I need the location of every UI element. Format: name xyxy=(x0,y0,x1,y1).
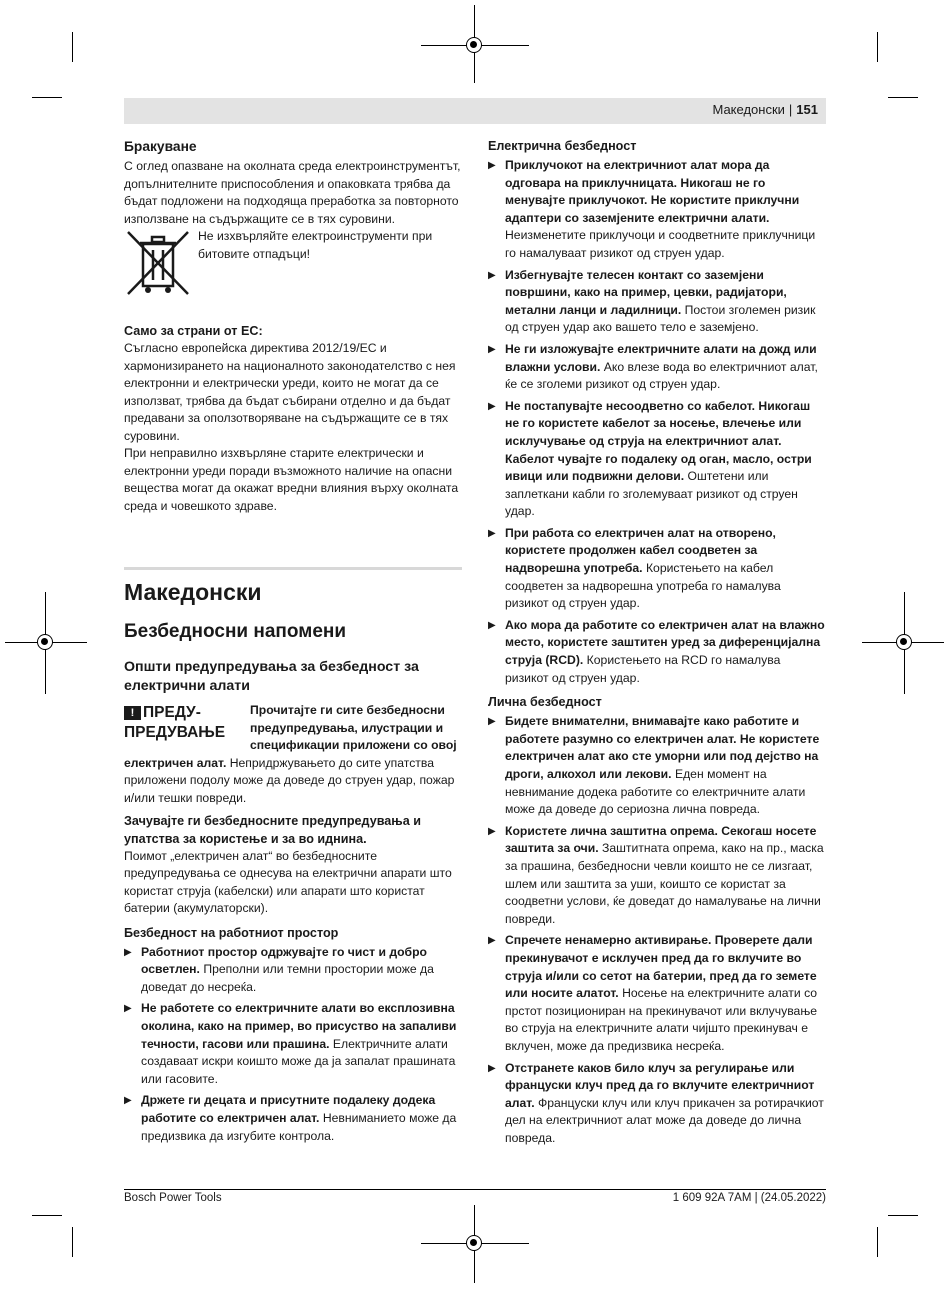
list-item: ▶ Држете ги децата и присутните подалеку додека работите со електричен алат. Невниманието може да предизвика да изгубите контрола. xyxy=(124,1092,462,1145)
section-divider xyxy=(124,567,462,570)
safety-heading: Безбедносни напомени xyxy=(124,621,347,642)
electrical-title: Електрична безбедност xyxy=(488,139,637,153)
warning-label xyxy=(124,703,250,743)
warning-block xyxy=(124,702,462,808)
eu-title: Само за страни от ЕС: xyxy=(124,324,263,338)
list-item: ▶ Не работете со електричните алати во експлозивна околина, како на пример, во присуство на запаливи течности, гасови или прашина. Електричните алати создаваат искри коишто може да ја запалат прашината или гасовите. xyxy=(124,1000,462,1088)
personal-title: Лична безбедност xyxy=(488,695,602,710)
warning-label-line1: ПРЕДУ- xyxy=(143,704,201,721)
crop-mark xyxy=(877,1227,878,1257)
personal-list xyxy=(488,713,826,1147)
footer-rule xyxy=(124,1189,826,1190)
page-number: 151 xyxy=(796,102,818,117)
warning-normal-text: Непридржувањето до сите упатства приложени подолу може да доведе до струен удар, пожар и/или тешки повреди. xyxy=(124,755,455,805)
workplace-list xyxy=(124,944,462,1146)
warning-bold-text: Прочитајте ги сите безбедносни предупредувања, илустрации и спецификации приложени со овој електричен алат. xyxy=(124,703,457,770)
list-item: ▶ Приклучокот на електричниот алат мора да одговара на приклучницата. Никогаш не го менувајте приклучокот. Не користите приклучни адаптери со заземјените електрични алати. Неизменетите приклучоци и соодветните приклучници го намалуваат ризикот од струен удар. xyxy=(488,157,826,263)
eu-text-2: При неправилно изхвърляне старите електрически и електронни уреди поради възможното наличие на опасни вещества могат да окажат вредни влияния върху околната среда и човешкото здраве. xyxy=(124,446,459,513)
bin-text: Не изхвърляйте електроинструменти при битовите отпадъци! xyxy=(198,229,433,261)
crop-mark xyxy=(32,97,62,98)
header-text: Македонски | 151 xyxy=(712,102,818,117)
eu-text-1: Съгласно европейска директива 2012/19/ЕС и хармонизирането на националното законодателство с нея електронни и електрически уреди, които не могат да се използват, трябва да бъдат събирани отделно и да бъдат предавани за оползотворяване на съдържащите се в тях суровини. xyxy=(124,341,456,443)
list-item: ▶ Избегнувајте телесен контакт со заземјени површини, како на пример, цевки, радијатори, метални ланци и ладилници. Постои зголемен ризик од струен удар ако вашето тело е заземјено. xyxy=(488,267,826,337)
warning-label-line2: ПРЕДУВАЊЕ xyxy=(124,724,226,741)
warning-triangle-icon: ! xyxy=(124,706,141,720)
right-column xyxy=(488,137,826,1151)
workplace-title: Безбедност на работниот простор xyxy=(124,925,339,940)
footer-doc-id: 1 609 92A 7AM | (24.05.2022) xyxy=(672,1192,826,1204)
list-item: ▶ Работниот простор одржувајте го чист и добро осветлен. Преполни или темни простории може да доведат до несреќа. xyxy=(124,944,462,997)
list-item: ▶ Отстранете каков било клуч за регулирање или француски клуч пред да го вклучите електричниот алат. Француски клуч или клуч прикачен за ротирачкиот дел на електричниот алат може да доведе до лична повреда. xyxy=(488,1060,826,1148)
list-item: ▶ Не ги изложувајте електричните алати на дожд или влажни услови. Ако влезе вода во електричниот алат, ќе се зголеми ризикот од струен удар. xyxy=(488,341,826,394)
registration-mark-icon xyxy=(37,634,53,650)
general-warnings-heading: Општи предупредувања за безбедност за електрични алати xyxy=(124,659,419,694)
left-column xyxy=(124,137,462,1149)
disposal-text: С оглед опазване на околната среда електроинструментът, допълнителните приспособления и опаковката трябва да бъдат подложени на подходяща преработка за повторното използване на съдържащите се в тях суровини. xyxy=(124,159,461,226)
registration-mark-icon xyxy=(466,37,482,53)
page-header xyxy=(124,98,826,124)
bin-notice xyxy=(124,228,462,298)
language-heading: Македонски xyxy=(124,579,262,605)
crossed-out-bin-icon xyxy=(124,228,192,298)
list-item: ▶ Спречете ненамерно активирање. Проверете дали прекинувачот е исклучен пред да го вклучите во струја и/или со сетот на батерии, пред да го земете или носите алатот. Носење на електричните алати со прстот позициониран на прекинувачот или вклучување во струја на електричните алати чијшто прекинувач е вклучен, може да предизвика несреќа. xyxy=(488,932,826,1055)
electrical-list xyxy=(488,157,826,687)
registration-mark-icon xyxy=(896,634,912,650)
crop-mark xyxy=(72,32,73,62)
disposal-title: Бракуване xyxy=(124,139,197,154)
registration-mark-icon xyxy=(466,1235,482,1251)
crop-mark xyxy=(72,1227,73,1257)
crop-mark xyxy=(877,32,878,62)
list-item: ▶ При работа со електричен алат на отворено, користете продолжен кабел соодветен за надворешна употреба. Користењето на кабел соодветен за надворешна употреба го намалува ризикот од струен удар. xyxy=(488,525,826,613)
crop-mark xyxy=(32,1215,62,1216)
keep-instructions: Зачувајте ги безбедносните предупредувања и упатства за користење и за во иднина. xyxy=(124,813,421,846)
header-language: Македонски xyxy=(712,102,785,117)
list-item: ▶ Користете лична заштитна опрема. Секогаш носете заштита за очи. Заштитната опрема, како на пр., маска за прашина, безбедносни чевли коишто не се лизгаат, шлем или заштита за уши, коишто се користат за соодветни услови, ќе доведат до намалување на лични повреди. xyxy=(488,823,826,929)
crop-mark xyxy=(888,1215,918,1216)
footer-brand: Bosch Power Tools xyxy=(124,1192,222,1204)
term-definition: Поимот „електричен алат“ во безбедносните предупредувања се однесува на електрични апарати што користат струја (кабелски) или апарати што користат батерии (акумулаторски). xyxy=(124,848,452,916)
list-item: ▶ Ако мора да работите со електричен алат на влажно место, користете заштитен уред за диференцијална струја (RCD). Користењето на RCD го намалува ризикот од струен удар. xyxy=(488,617,826,687)
list-item: ▶ Не постапувајте несоодветно со кабелот. Никогаш не го користете кабелот за носење, влечење или исклучување од струја на електричниот алат. Кабелот чувајте го подалеку од оган, масло, остри ивици или подвижни делови. Оштетени или заплеткани кабли го зголемуваат ризикот од струен удар. xyxy=(488,398,826,521)
list-item: ▶ Бидете внимателни, внимавајте како работите и работете разумно со електричен алат. Не користете електричен алат ако сте уморни или под дејство на дроги, алкохол или лекови. Еден момент на невнимание додека работите со електричните алати може да доведе до сериозна лична повреда. xyxy=(488,713,826,819)
crop-mark xyxy=(888,97,918,98)
